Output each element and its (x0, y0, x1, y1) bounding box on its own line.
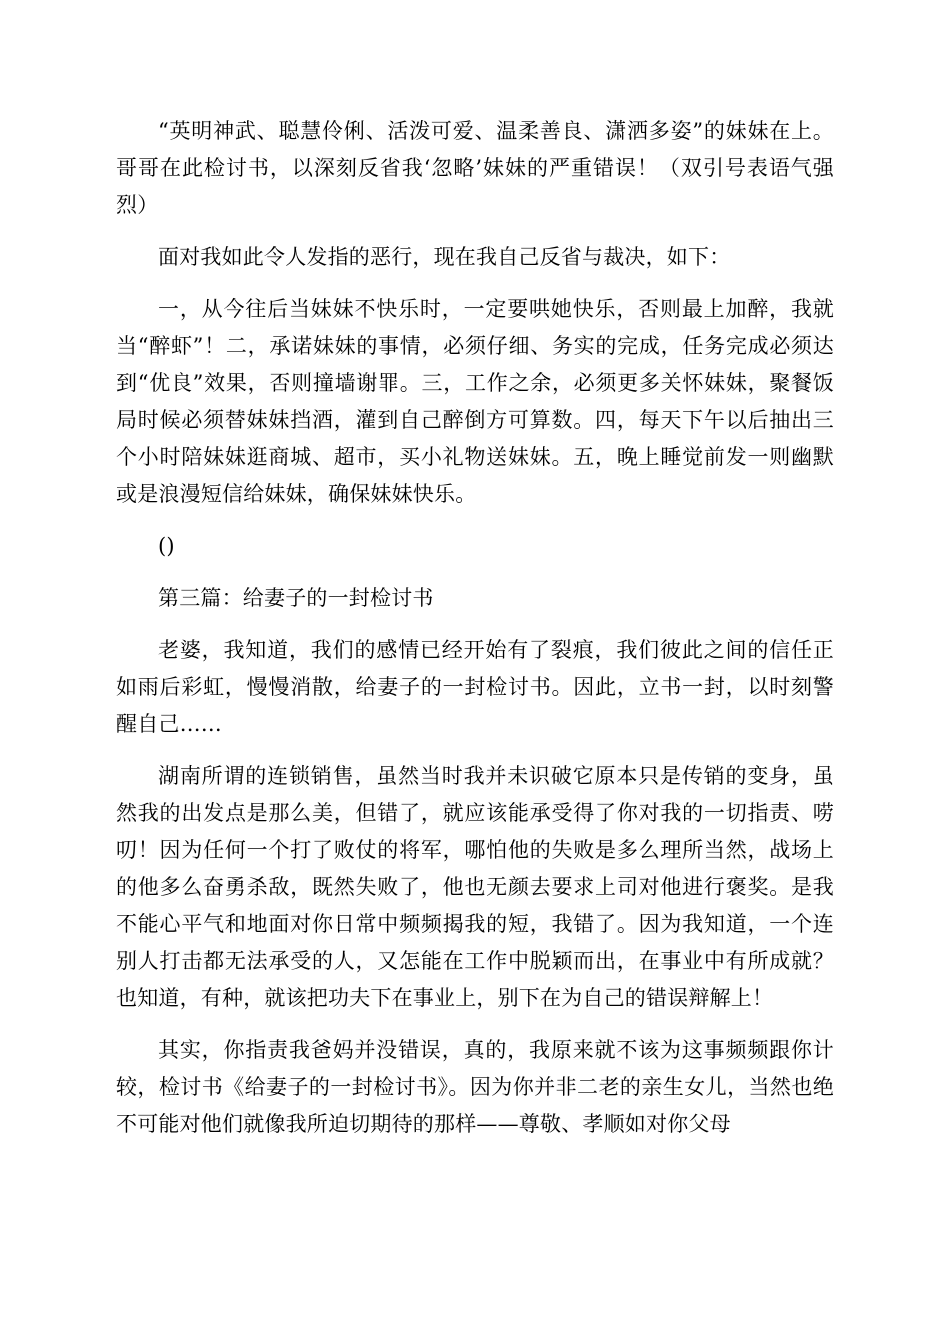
paragraph-parents: 其实，你指责我爸妈并没错误，真的，我原来就不该为这事频频跟你计较，检讨书《给妻子的一封检讨书》。因为你并非二老的亲生女儿，当然也绝不可能对他们就像我所迫切期待的那样——尊敬、孝顺如对你父母 (116, 1038, 834, 1136)
document-page (116, 113, 834, 1158)
paragraph-rules: 一，从今往后当妹妹不快乐时，一定要哄她快乐，否则最上加醉，我就当“醉虾”！二，承诺妹妹的事情，必须仔细、务实的完成，任务完成必须达到“优良”效果，否则撞墙谢罪。三，工作之余，必须更多关怀妹妹，聚餐饭局时候必须替妹妹挡酒，灌到自己醉倒方可算数。四，每天下午以后抽出三个小时陪妹妹逛商城、超市，买小礼物送妹妹。五，晚上睡觉前发一则幽默或是浪漫短信给妹妹，确保妹妹快乐。 (116, 297, 834, 506)
paragraph-salutation: “英明神武、聪慧伶俐、活泼可爱、温柔善良、潇洒多姿”的妹妹在上。哥哥在此检讨书，以深刻反省我‘忽略’妹妹的严重错误！（双引号表语气强烈） (116, 119, 834, 217)
section-heading: 第三篇：给妻子的一封检讨书 (158, 586, 434, 610)
paragraph-intro: 面对我如此令人发指的恶行，现在我自己反省与裁决，如下： (158, 245, 731, 269)
paragraph-parentheses: () (158, 534, 175, 558)
paragraph-confession: 湖南所谓的连锁销售，虽然当时我并未识破它原本只是传销的变身，虽然我的出发点是那么美，但错了，就应该能承受得了你对我的一切指责、唠叨！因为任何一个打了败仗的将军，哪怕他的失败是多么理所当然，战场上的他多么奋勇杀敌，既然失败了，他也无颜去要求上司对他进行褒奖。是我不能心平气和地面对你日常中频频揭我的短，我错了。因为我知道，一个连别人打击都无法承受的人，又怎能在工作中脱颖而出，在事业中有所成就？也知道，有种，就该把功夫下在事业上，别下在为自己的错误辩解上！ (116, 764, 834, 1010)
paragraph-opening: 老婆，我知道，我们的感情已经开始有了裂痕，我们彼此之间的信任正如雨后彩虹，慢慢消散，给妻子的一封检讨书。因此，立书一封，以时刻警醒自己…… (116, 638, 834, 736)
